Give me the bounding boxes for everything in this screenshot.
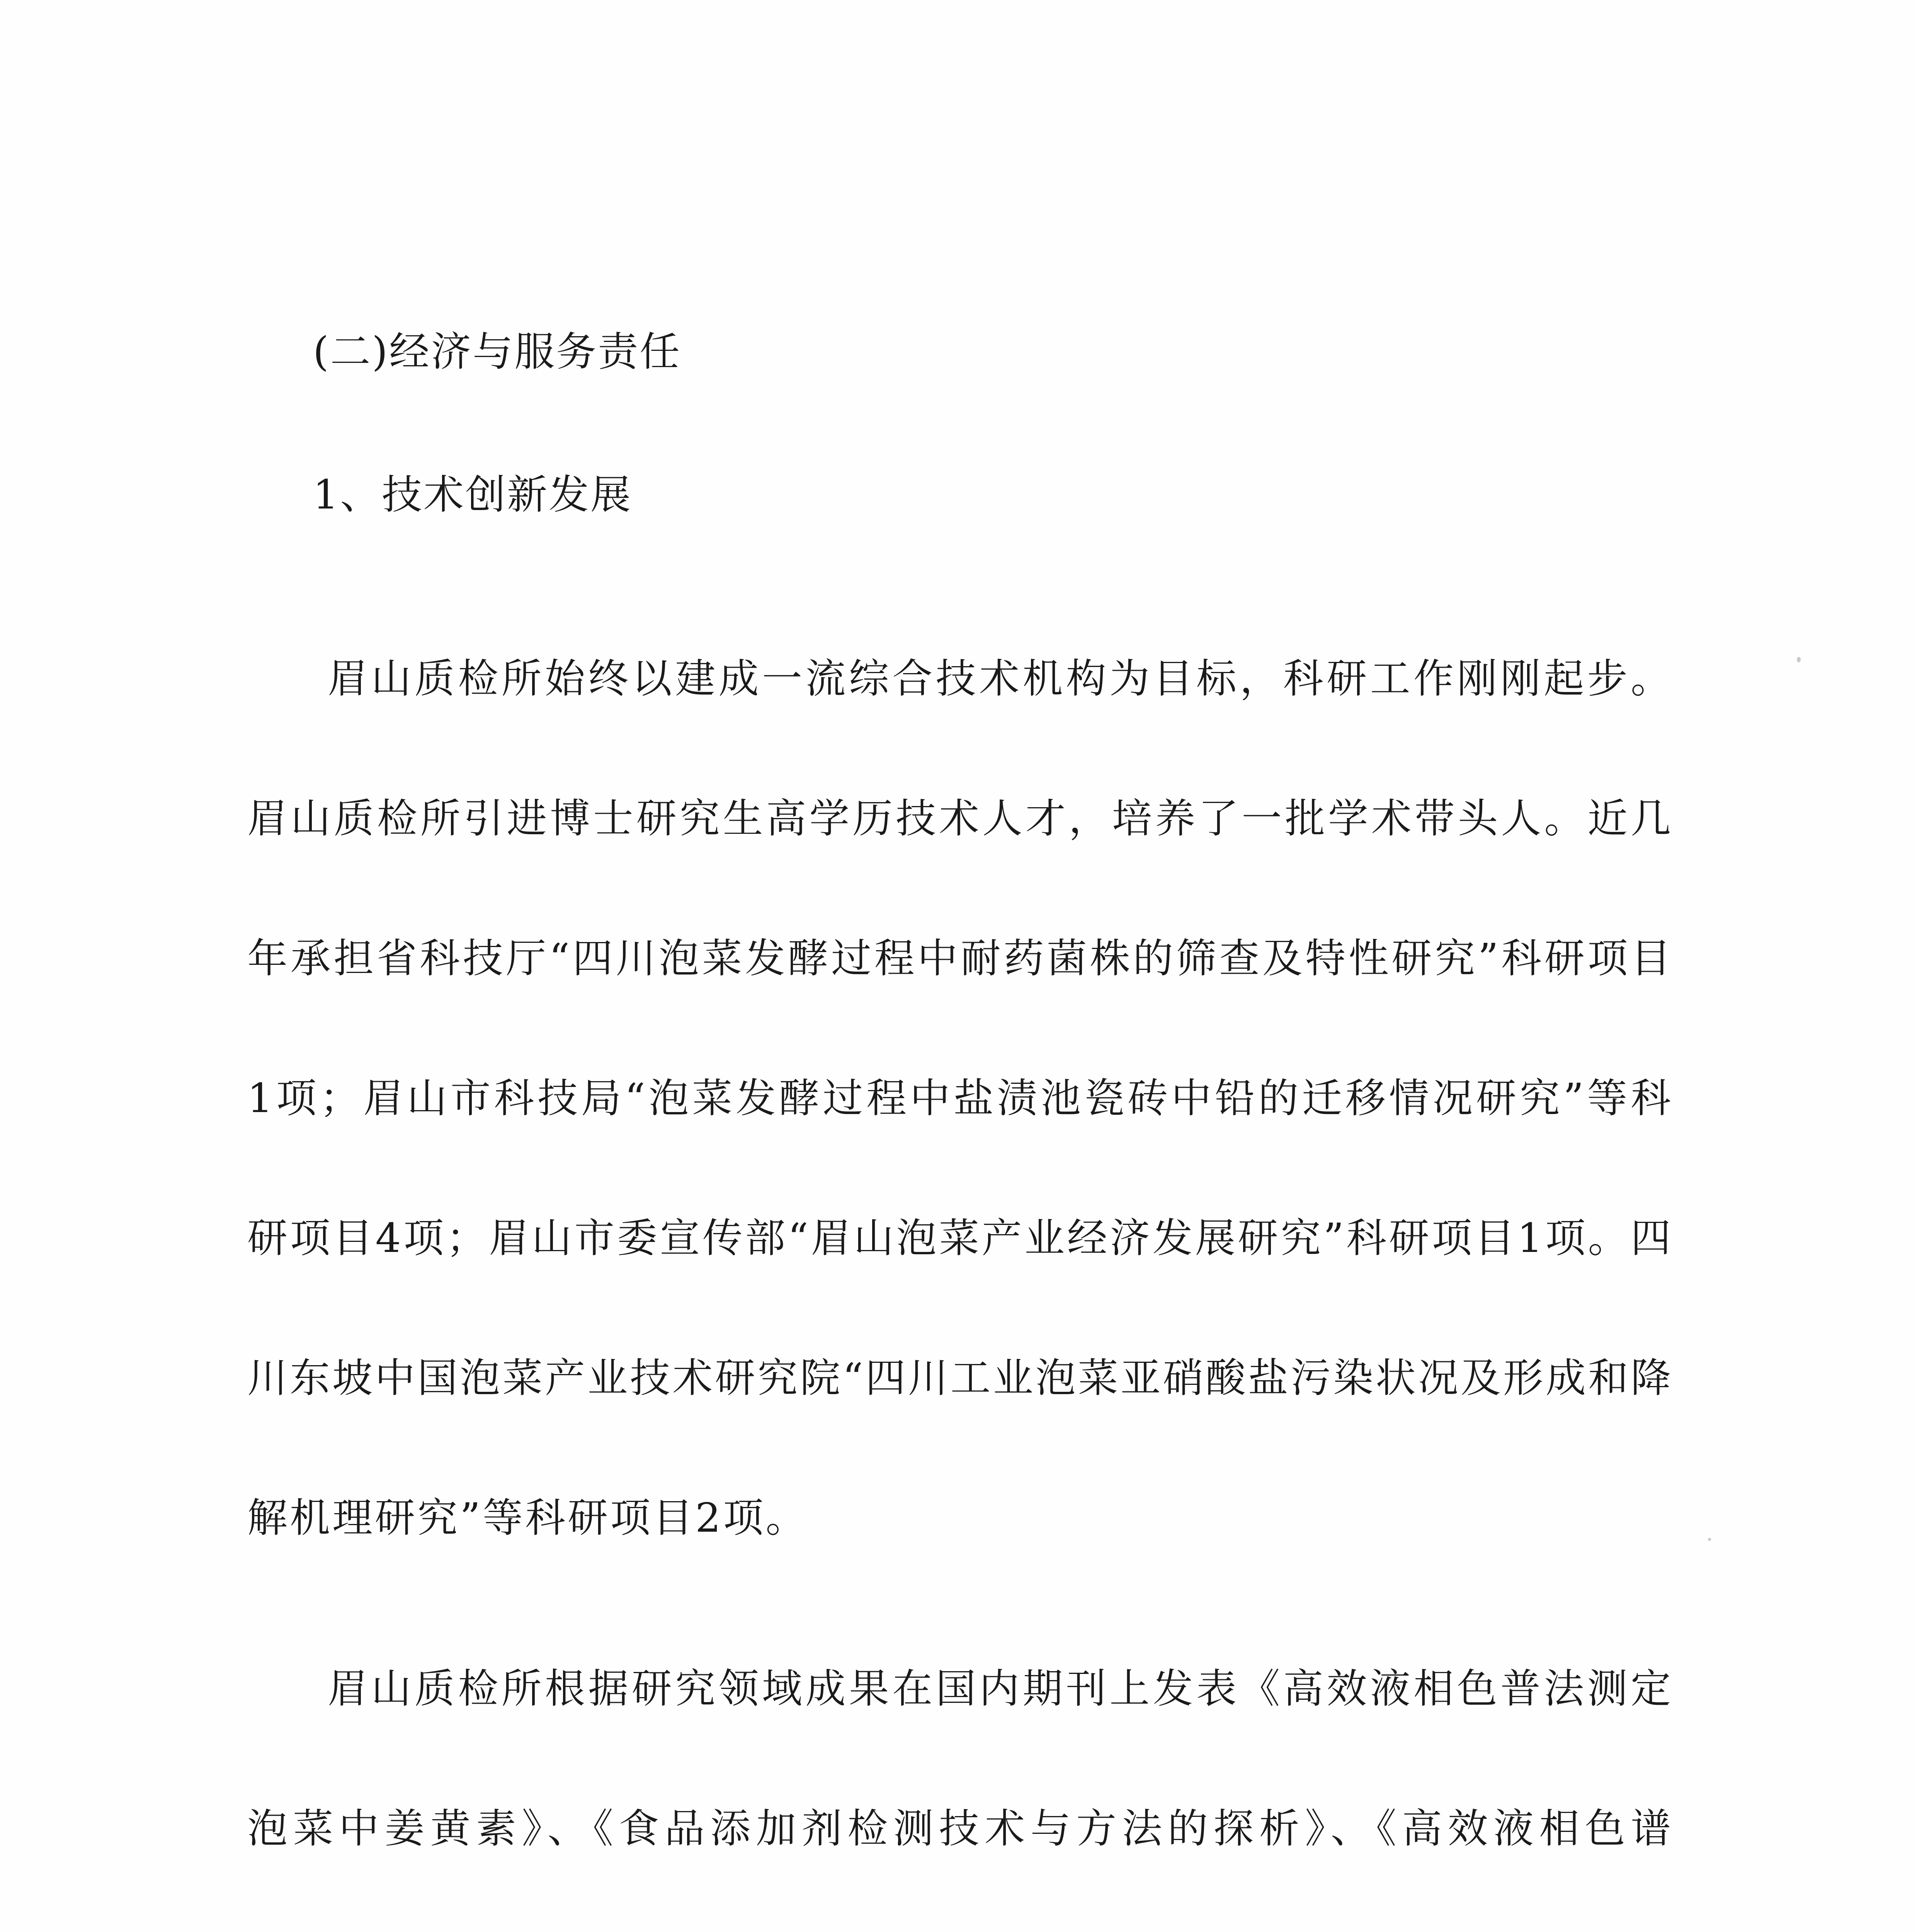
- paragraph-research-projects: 眉山质检所始终以建成一流综合技术机构为目标，科研工作刚刚起步。眉山质检所引进博士研究生高学历技术人才，培养了一批学术带头人。近几年承担省科技厅“四川泡菜发酵过程中耐药菌株的筛查及特性研究”科研项目1项；眉山市科技局“泡菜发酵过程中盐渍池瓷砖中铅的迁移情况研究”等科研项目4项；眉山市委宣传部“眉山泡菜产业经济发展研究”科研项目1项。四川东坡中国泡菜产业技术研究院“四川工业泡菜亚硝酸盐污染状况及形成和降解机理研究”等科研项目2项。: [247, 655, 1673, 1541]
- scan-speck: [1708, 1538, 1711, 1541]
- section-heading: (二)经济与服务责任: [313, 328, 682, 375]
- scan-speck: [1797, 657, 1801, 662]
- document-body: [247, 328, 1673, 1932]
- paragraph-publications: 眉山质检所根据研究领域成果在国内期刊上发表《高效液相色普法测定泡菜中姜黄素》、《食品添加剂检测技术与方法的探析》、《高效液相色谱: [247, 1665, 1673, 1852]
- subsection-heading: 1、技术创新发展: [313, 471, 633, 518]
